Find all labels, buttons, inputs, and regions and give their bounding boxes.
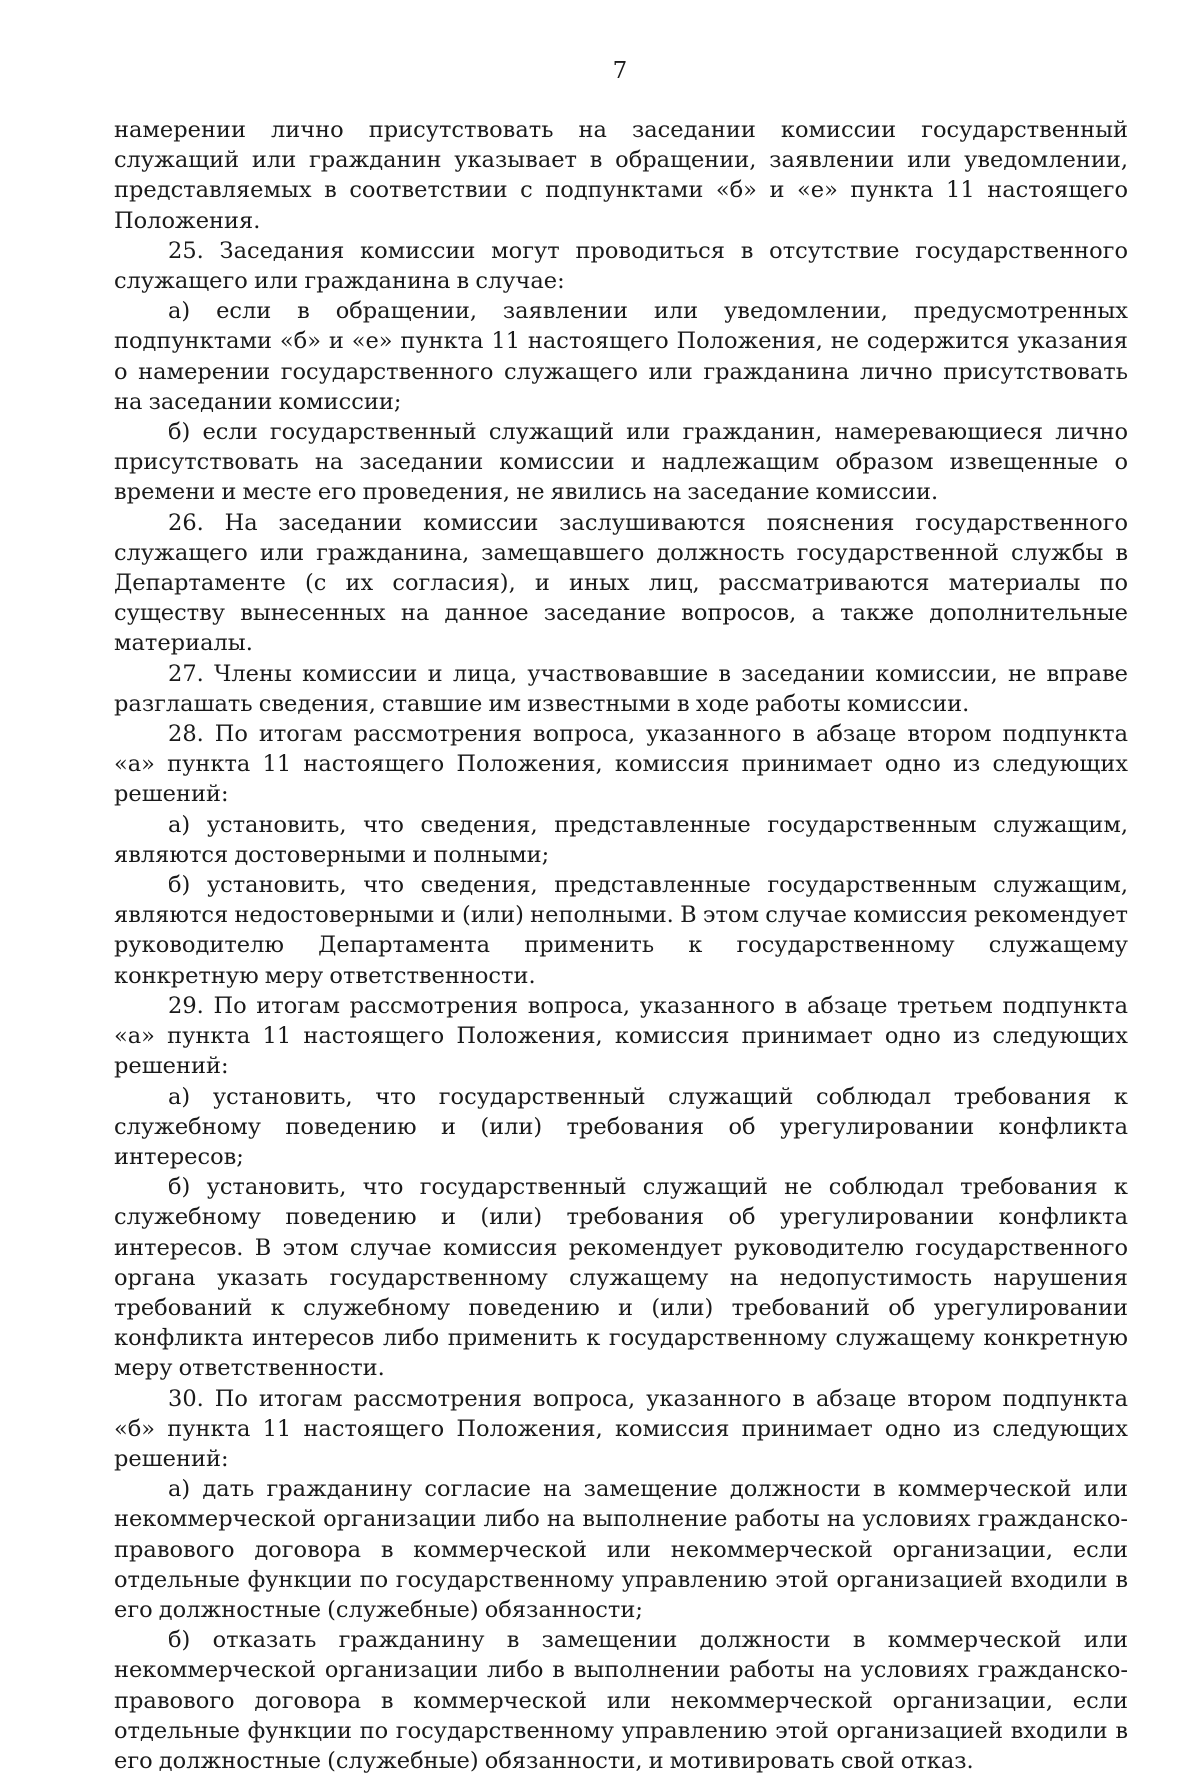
paragraph-item-25-a: а) если в обращении, заявлении или уведомлении, предусмотренных подпунктами «б» и «е» пункта 11 настоящего Положения, не содержится указания о намерении государственного служащего или гражданина лично присутствовать на заседании комиссии; xyxy=(114,298,1128,415)
paragraph-item-28-b: б) установить, что сведения, представленные государственным служащим, являются недостоверными и (или) неполными. В этом случае комиссия рекомендует руководителю Департамента применить к государственному служащему конкретную меру ответственности. xyxy=(114,872,1128,989)
document-body xyxy=(114,115,1128,1776)
paragraph-item-29: 29. По итогам рассмотрения вопроса, указанного в абзаце третьем подпункта «а» пункта 11 настоящего Положения, комиссия принимает одно из следующих решений: xyxy=(114,992,1128,1080)
paragraph-item-29-b: б) установить, что государственный служащий не соблюдал требования к служебному поведению и (или) требования об урегулировании конфликта интересов. В этом случае комиссия рекомендует руководителю государственного органа указать государственному служащему на недопустимость нарушения требований к служебному поведению и (или) требований об урегулировании конфликта интересов либо применить к государственному служащему конкретную меру ответственности. xyxy=(114,1174,1128,1382)
paragraph-item-30-b: б) отказать гражданину в замещении должности в коммерческой или некоммерческой организации либо в выполнении работы на условиях гражданско-правового договора в коммерческой или некоммерческой организации, если отдельные функции по государственному управлению этой организацией входили в его должностные (служебные) обязанности, и мотивировать свой отказ. xyxy=(114,1627,1128,1774)
paragraph-item-29-a: а) установить, что государственный служащий соблюдал требования к служебному поведению и (или) требования об урегулировании конфликта интересов; xyxy=(114,1083,1128,1170)
paragraph-item-30-a: а) дать гражданину согласие на замещение должности в коммерческой или некоммерческой организации либо на выполнение работы на условиях гражданско-правового договора в коммерческой или некоммерческой организации, если отдельные функции по государственному управлению этой организацией входили в его должностные (служебные) обязанности; xyxy=(114,1476,1128,1623)
paragraph-item-25-b: б) если государственный служащий или гражданин, намеревающиеся лично присутствовать на заседании комиссии и надлежащим образом извещенные о времени и месте его проведения, не явились на заседание комиссии. xyxy=(114,419,1128,506)
paragraph-continuation: намерении лично присутствовать на заседании комиссии государственный служащий или гражданин указывает в обращении, заявлении или уведомлении, представляемых в соответствии с подпунктами «б» и «е» пункта 11 настоящего Положения. xyxy=(114,117,1128,234)
paragraph-item-28: 28. По итогам рассмотрения вопроса, указанного в абзаце втором подпункта «а» пункта 11 настоящего Положения, комиссия принимает одно из следующих решений: xyxy=(114,721,1128,808)
paragraph-item-30: 30. По итогам рассмотрения вопроса, указанного в абзаце втором подпункта «б» пункта 11 настоящего Положения, комиссия принимает одно из следующих решений: xyxy=(114,1385,1128,1472)
paragraph-item-27: 27. Члены комиссии и лица, участвовавшие в заседании комиссии, не вправе разглашать сведения, ставшие им известными в ходе работы комиссии. xyxy=(114,660,1128,717)
page-number: 7 xyxy=(612,58,628,84)
paragraph-item-26: 26. На заседании комиссии заслушиваются пояснения государственного служащего или гражданина, замещавшего должность государственной службы в Департаменте (с их согласия), и иных лиц, рассматриваются материалы по существу вынесенных на данное заседание вопросов, а также дополнительные материалы. xyxy=(114,509,1128,657)
paragraph-item-25: 25. Заседания комиссии могут проводиться в отсутствие государственного служащего или гражданина в случае: xyxy=(114,237,1128,295)
paragraph-item-28-a: а) установить, что сведения, представленные государственным служащим, являются достоверными и полными; xyxy=(114,811,1128,868)
